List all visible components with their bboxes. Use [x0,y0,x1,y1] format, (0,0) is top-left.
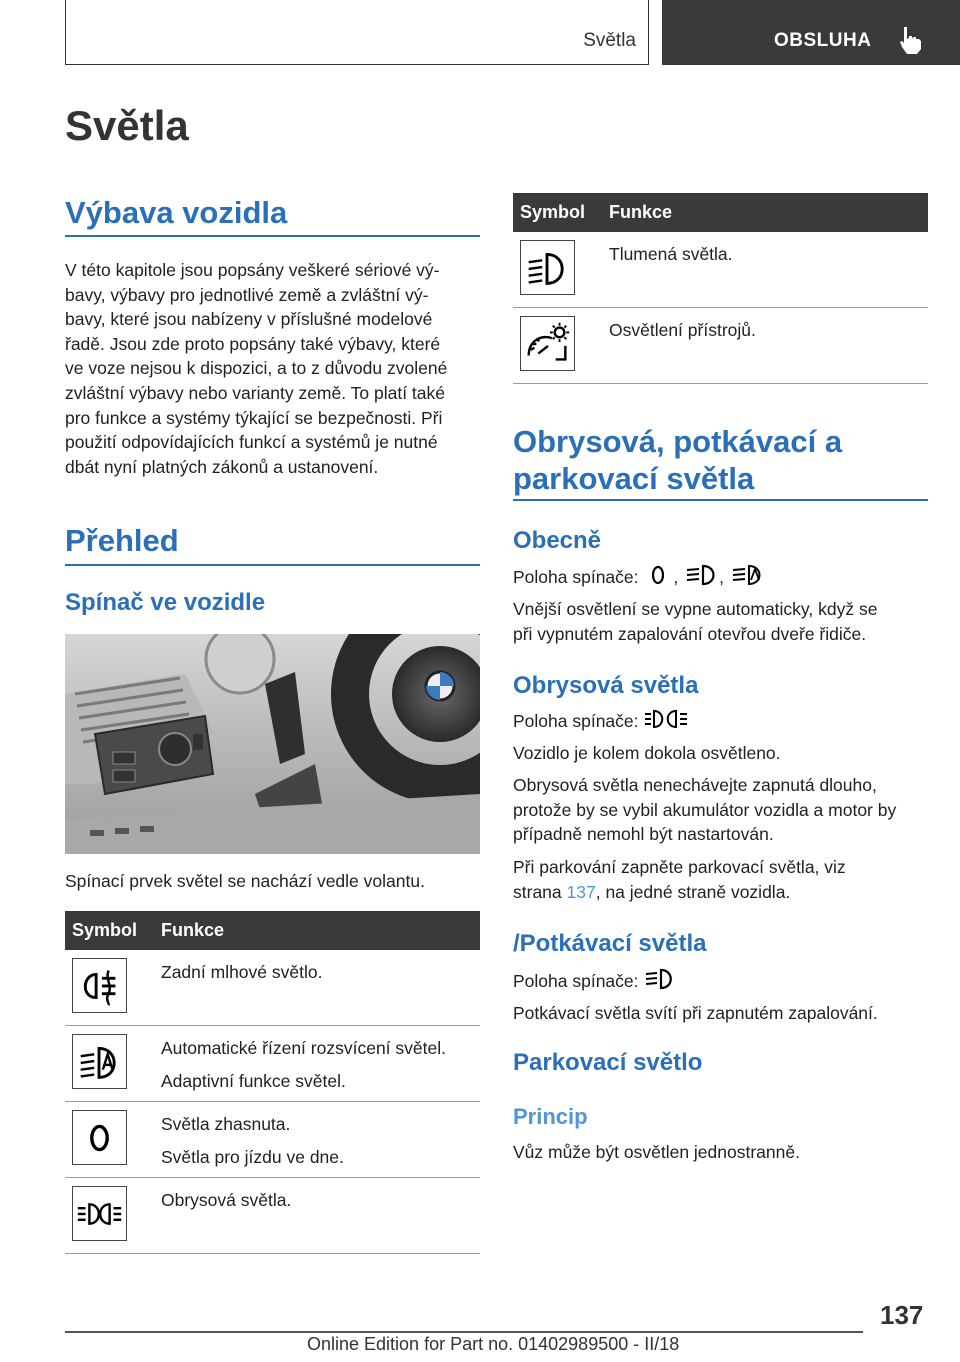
obrysova-p3: Při parkování zapněte parkovací světla, viz strana 137, na jedné straně vozidla. [513,857,846,902]
header-section-box [65,0,649,65]
heading-parkovaci: Parkovací světlo [513,1049,703,1076]
low-beam-icon [643,968,675,990]
row-text: Osvětlení přístrojů. [609,320,756,340]
obrysova-p2: Obrysová světla nenechávejte zapnutá dlouho, protože by se vybil akumulátor vozidla a motor by případně nemohl být nastartován. [513,775,897,845]
parking-lights-icon [643,708,689,730]
table-row [513,308,928,384]
heading-potkavaci: /Potkávací světla [513,930,707,957]
heading-obrysova: Obrysová světla [513,672,699,699]
parking-lights-icon [683,564,719,586]
heading-obrysova-potkavaci: Obrysová, potkávací a parkovací světla [513,424,843,496]
col-symbol: Symbol [72,920,138,940]
heading-rule [65,235,480,237]
col-function: Funkce [161,920,225,940]
right-symbol-table [513,193,928,384]
parkovaci-p1: Vůz může být osvětlen jednostranně. [513,1142,800,1162]
potkavaci-poloha: Poloha spínače: [513,968,675,994]
header-section-title: Světla [583,30,636,51]
heading-obecne: Obecně [513,527,602,554]
table-row [65,1026,480,1102]
row-text: Zadní mlhové světlo. [161,962,323,982]
header-chapter-title: OBSLUHA [774,30,872,51]
left-symbol-table [65,911,480,1254]
pointing-hand-icon [898,25,924,55]
col-symbol: Symbol [520,202,586,222]
instrument-lighting-icon [521,317,574,370]
obrysova-poloha: Poloha spínače: [513,708,689,734]
auto-headlight-icon [73,1035,126,1088]
page-number: 137 [880,1300,924,1330]
row-text: Světla zhasnuta. [161,1114,291,1134]
heading-rule [65,564,480,566]
row-text: Světla pro jízdu ve dne. [161,1146,344,1167]
obrysova-p1: Vozidlo je kolem dokola osvětleno. [513,743,781,763]
col-function: Funkce [609,202,673,222]
footer-edition: Online Edition for Part no. 01402989500 - II/18 [307,1334,680,1354]
heading-prehled: Přehled [65,523,179,558]
obecne-paragraph: Vnější osvětlení se vypne automaticky, když se při vypnutém zapalování otevřou dveře řidiče. [513,599,878,644]
lights-off-icon [73,1111,126,1164]
row-text: Tlumená světla. [609,244,733,264]
subheading-princip: Princip [513,1104,588,1129]
obecne-poloha: Poloha spínače: , , [513,564,765,590]
light-switch-photo [65,634,480,854]
row-text: Adaptivní funkce světel. [161,1070,346,1091]
table-row [65,1102,480,1178]
potkavaci-p1: Potkávací světla svítí při zapnutém zapalování. [513,1003,878,1023]
table-header [65,911,480,950]
table-row [65,1178,480,1254]
auto-headlight-icon [729,564,765,586]
rear-fog-light-icon [73,959,126,1012]
row-text: Obrysová světla. [161,1190,292,1210]
header-chapter-box [662,0,960,65]
parking-lights-icon [73,1187,126,1240]
table-row [65,950,480,1026]
table-header [513,193,928,232]
page-link[interactable]: 137 [566,881,596,902]
table-row [513,232,928,308]
heading-rule [513,499,928,501]
row-text: Automatické řízení rozsvícení světel. [161,1038,446,1058]
lights-off-icon [643,564,673,586]
photo-caption: Spínací prvek světel se nachází vedle volantu. [65,871,425,891]
page-title: Světla [65,102,189,149]
low-beam-icon [521,241,574,294]
footer-rule [65,1331,863,1333]
vybava-paragraph: V této kapitole jsou popsány veškeré sériové vý- bavy, výbavy pro jednotlivé země a zvláštní vý- bavy, které jsou nabízeny v příslušné modelové řadě. Jsou zde proto popsány také výbavy, které ve voze nejsou k dispozici, a to z důvodu zvolené zvláštní výbavy nebo varianty země. To platí také pro funkce a systémy týkající se bezpečnosti. Při použití odpovídajících funkcí a systémů je nutné dbát nyní platných zákonů a ustanovení. [65,260,448,477]
subheading-spinac: Spínač ve vozidle [65,589,266,616]
heading-vybava: Výbava vozidla [65,195,288,230]
